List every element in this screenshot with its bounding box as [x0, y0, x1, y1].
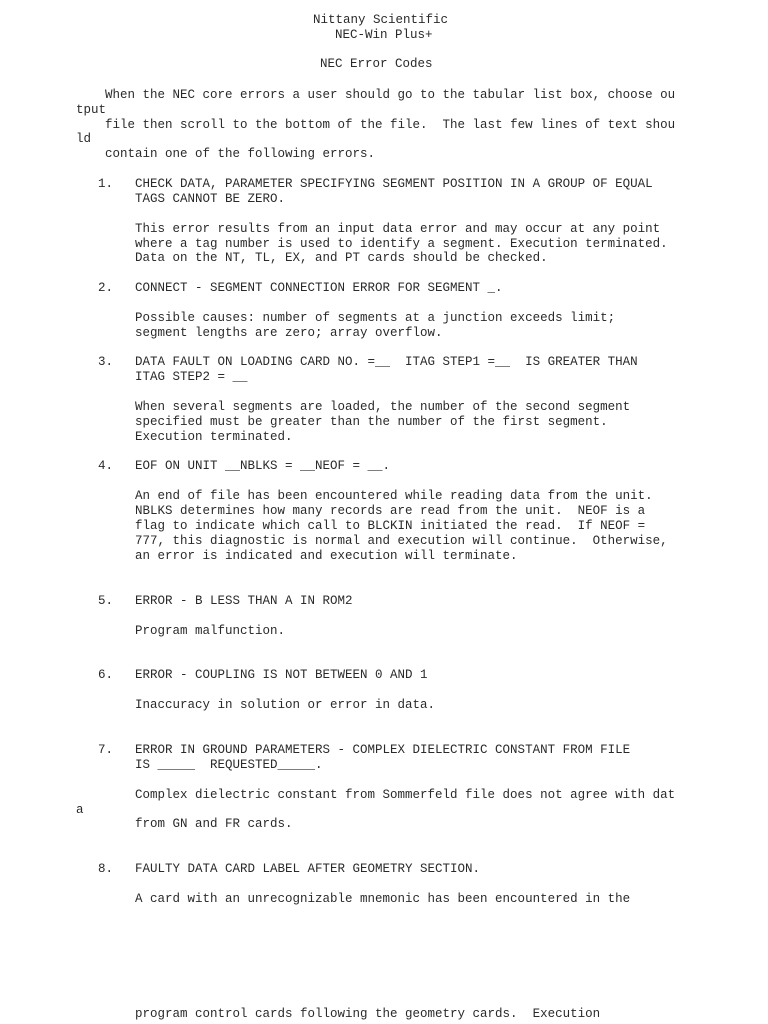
error-description: Inaccuracy in solution or error in data. [135, 698, 436, 712]
error-heading: ERROR - COUPLING IS NOT BETWEEN 0 AND 1 [135, 668, 428, 682]
error-number: 7. [98, 743, 114, 757]
error-number: 4. [98, 459, 114, 473]
error-heading: DATA FAULT ON LOADING CARD NO. =__ ITAG STEP1 =__ IS GREATER THAN [135, 355, 638, 369]
intro-line: tput [76, 103, 107, 117]
error-heading: ERROR - B LESS THAN A IN ROM2 [135, 594, 353, 608]
error-heading: CHECK DATA, PARAMETER SPECIFYING SEGMENT POSITION IN A GROUP OF EQUAL [135, 177, 653, 191]
error-description: This error results from an input data error and may occur at any point [135, 222, 661, 236]
error-description: NBLKS determines how many records are read from the unit. NEOF is a [135, 504, 646, 518]
error-number: 3. [98, 355, 114, 369]
error-number: 2. [98, 281, 114, 295]
error-description: a [76, 803, 84, 817]
error-description: Execution terminated. [135, 430, 293, 444]
error-heading: ERROR IN GROUND PARAMETERS - COMPLEX DIELECTRIC CONSTANT FROM FILE [135, 743, 631, 757]
error-description: program control cards following the geometry cards. Execution [135, 1007, 601, 1021]
intro-line: ld [76, 132, 92, 146]
error-description: An end of file has been encountered while reading data from the unit. [135, 489, 653, 503]
error-description: flag to indicate which call to BLCKIN initiated the read. If NEOF = [135, 519, 646, 533]
error-description: Complex dielectric constant from Sommerfeld file does not agree with dat [135, 788, 676, 802]
document-title: NEC Error Codes [320, 57, 433, 71]
intro-line: file then scroll to the bottom of the file. The last few lines of text shou [105, 118, 676, 132]
error-number: 6. [98, 668, 114, 682]
error-heading: FAULTY DATA CARD LABEL AFTER GEOMETRY SECTION. [135, 862, 481, 876]
error-description: Data on the NT, TL, EX, and PT cards should be checked. [135, 251, 548, 265]
error-description: Program malfunction. [135, 624, 286, 638]
product-name: NEC-Win Plus+ [335, 28, 433, 42]
error-number: 1. [98, 177, 114, 191]
error-description: from GN and FR cards. [135, 817, 293, 831]
error-heading: ITAG STEP2 = __ [135, 370, 248, 384]
error-description: A card with an unrecognizable mnemonic has been encountered in the [135, 892, 631, 906]
error-description: an error is indicated and execution will terminate. [135, 549, 518, 563]
error-heading: CONNECT - SEGMENT CONNECTION ERROR FOR SEGMENT _. [135, 281, 503, 295]
error-heading: EOF ON UNIT __NBLKS = __NEOF = __. [135, 459, 391, 473]
error-description: 777, this diagnostic is normal and execution will continue. Otherwise, [135, 534, 668, 548]
error-heading: TAGS CANNOT BE ZERO. [135, 192, 286, 206]
intro-line: When the NEC core errors a user should go to the tabular list box, choose ou [105, 88, 676, 102]
company-name: Nittany Scientific [313, 13, 449, 27]
error-description: specified must be greater than the number of the first segment. [135, 415, 608, 429]
error-description: where a tag number is used to identify a segment. Execution terminated. [135, 237, 668, 251]
error-description: segment lengths are zero; array overflow. [135, 326, 443, 340]
error-heading: IS _____ REQUESTED_____. [135, 758, 323, 772]
error-description: Possible causes: number of segments at a junction exceeds limit; [135, 311, 616, 325]
intro-line: contain one of the following errors. [105, 147, 376, 161]
error-number: 5. [98, 594, 114, 608]
error-number: 8. [98, 862, 114, 876]
error-description: When several segments are loaded, the number of the second segment [135, 400, 631, 414]
